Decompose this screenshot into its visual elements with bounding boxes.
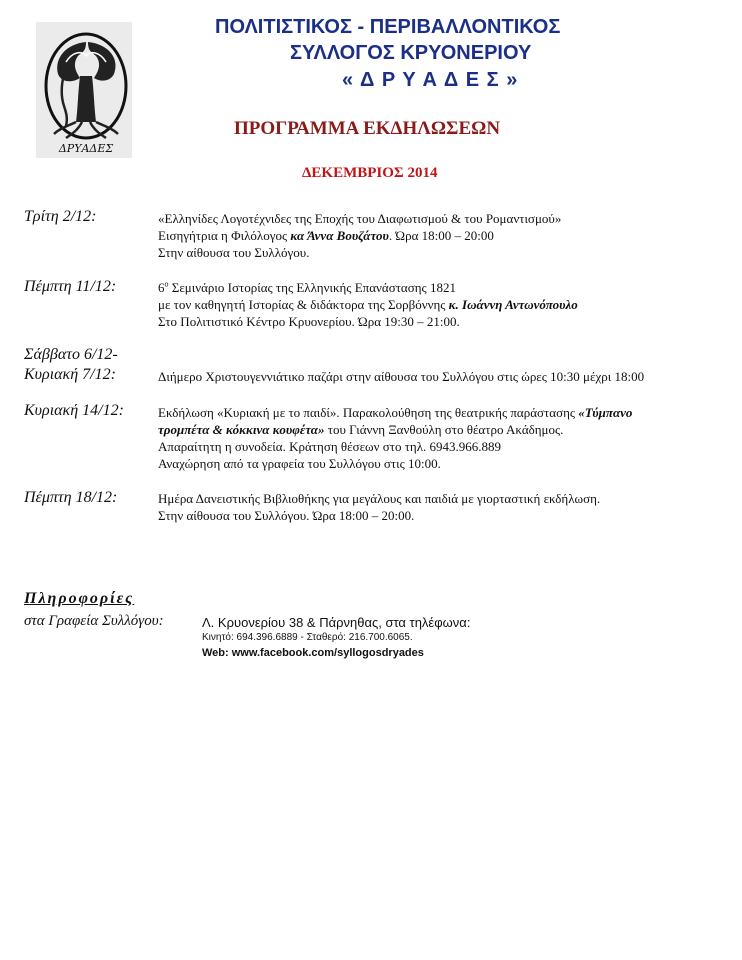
event-line: Στο Πολιτιστικό Κέντρο Κρυονερίου. Ώρα 19:30 – 21:00.	[158, 314, 460, 329]
event-line: Στην αίθουσα του Συλλόγου. Ώρα 18:00 – 20:00.	[158, 508, 415, 523]
info-title: Πληροφορίες	[24, 590, 135, 607]
info-subtitle: στα Γραφεία Συλλόγου:	[24, 613, 164, 629]
event-text: Εκδήλωση «Κυριακή με το παιδί». Παρακολούθηση της θεατρικής παράστασης	[158, 405, 579, 420]
event-date: Πέμπτη 11/12:	[24, 278, 117, 295]
play-title: τρομπέτα & κόκκινα κουφέτα»	[158, 422, 325, 437]
org-name-line3: « Δ Ρ Υ Α Δ Ε Σ »	[342, 69, 519, 91]
event-text: με τον καθηγητή Ιστορίας & διδάκτορα της Σορβόννης	[158, 297, 449, 312]
org-name-line1: ΠΟΛΙΤΙΣΤΙΚΟΣ - ΠΕΡΙΒΑΛΛΟΝΤΙΚΟΣ	[215, 16, 561, 38]
event-date: Πέμπτη 18/12:	[24, 489, 118, 506]
ordinal-suffix: ο	[164, 279, 169, 289]
event-line	[158, 280, 456, 296]
event-line: Ημέρα Δανειστικής Βιβλιοθήκης για μεγάλους και παιδιά με γιορταστική εκδήλωση.	[158, 491, 601, 506]
info-address: Λ. Κρυονερίου 38 & Πάρνηθας, στα τηλέφωνα:	[202, 615, 471, 630]
info-web: Web: www.facebook.com/syllogosdryades	[202, 647, 424, 659]
play-title: «Τύμπανο	[578, 405, 633, 420]
event-time: . Ώρα 18:00 – 20:00	[388, 228, 494, 243]
program-title: ΠΡΟΓΡΑΜΜΑ ΕΚΔΗΛΩΣΕΩΝ	[234, 118, 501, 139]
event-line: Αναχώρηση από τα γραφεία του Συλλόγου στις 10:00.	[158, 456, 441, 471]
speaker-name: κα Άννα Βουζάτου	[290, 228, 389, 243]
event-line: «Ελληνίδες Λογοτέχνιδες της Εποχής του Διαφωτισμού & του Ρομαντισμού»	[158, 211, 562, 226]
seminar-number: 6	[158, 280, 165, 295]
event-line	[158, 297, 578, 313]
event-date: Κυριακή 14/12:	[24, 402, 124, 419]
event-date: Κυριακή 7/12:	[24, 366, 116, 383]
event-text: του Γιάννη Ξανθούλη στο θέατρο Ακάδημος.	[324, 422, 564, 437]
event-text: Σεμινάριο Ιστορίας της Ελληνικής Επανάστασης 1821	[168, 280, 456, 295]
org-name-line2: ΣΥΛΛΟΓΟΣ ΚΡΥΟΝΕΡΙΟΥ	[290, 42, 532, 64]
event-line	[158, 422, 563, 438]
event-date: Σάββατο 6/12-	[24, 346, 118, 363]
event-line	[158, 405, 632, 421]
event-line	[158, 228, 494, 244]
event-line: Απαραίτητη η συνοδεία. Κράτηση θέσεων στο τηλ. 6943.966.889	[158, 439, 502, 454]
event-line: Στην αίθουσα του Συλλόγου.	[158, 245, 310, 260]
program-month: ΔΕΚΕΜΒΡΙΟΣ 2014	[302, 165, 438, 181]
speaker-name: κ. Ιωάννη Αντωνόπουλο	[448, 297, 578, 312]
event-text: Εισηγήτρια η Φιλόλογος	[158, 228, 291, 243]
tree-logo-icon	[36, 22, 132, 158]
association-logo	[36, 22, 132, 158]
event-line: Διήμερο Χριστουγεννιάτικο παζάρι στην αίθουσα του Συλλόγου στις ώρες 10:30 μέχρι 18:00	[158, 369, 645, 384]
info-phones: Κινητό: 694.396.6889 - Σταθερό: 216.700.6065.	[202, 632, 413, 643]
logo-text: ΔΡΥΑΔΕΣ	[58, 142, 114, 155]
event-date: Τρίτη 2/12:	[24, 208, 97, 225]
